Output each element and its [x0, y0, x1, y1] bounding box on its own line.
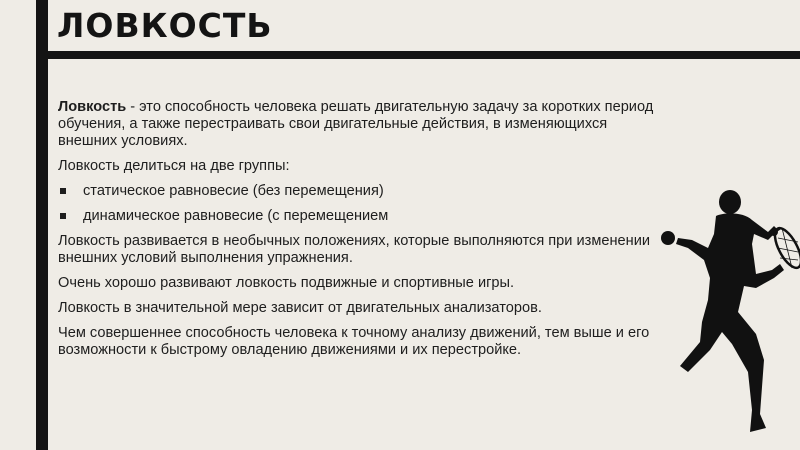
definition-text: - это способность человека решать двигательную задачу за коротких период обучения, а также перестраивать свои двигательные действия, в изменяющихся внешних условиях.: [58, 99, 654, 149]
groups-list: [58, 183, 670, 225]
body-paragraph: Ловкость развивается в необычных положениях, которые выполняются при изменении внешних условий выполнения упражнения.: [58, 233, 651, 266]
body-paragraph: Чем совершеннее способность человека к точному анализу движений, тем выше и его возможности к быстрому овладению движениями и их перестройке.: [58, 325, 650, 358]
player-head: [719, 190, 741, 214]
body-paragraph: Очень хорошо развивают ловкость подвижные и спортивные игры.: [58, 275, 515, 291]
slide-body: [58, 99, 670, 367]
title-underline: [36, 51, 800, 59]
groups-intro: Ловкость делиться на две группы:: [58, 158, 290, 174]
tennis-ball: [661, 231, 675, 245]
player-body: [676, 213, 784, 432]
slide-title: ЛОВКОСТЬ: [57, 6, 273, 45]
list-item: динамическое равновесие (с перемещением: [58, 208, 670, 225]
tennis-racket: [770, 224, 800, 271]
definition-term: Ловкость: [58, 99, 127, 115]
tennis-player-silhouette: [660, 182, 800, 442]
left-accent-bar: [36, 0, 48, 450]
definition-paragraph: [58, 99, 670, 150]
list-item: статическое равновесие (без перемещения): [58, 183, 670, 200]
body-paragraph: Ловкость в значительной мере зависит от двигательных анализаторов.: [58, 300, 542, 316]
